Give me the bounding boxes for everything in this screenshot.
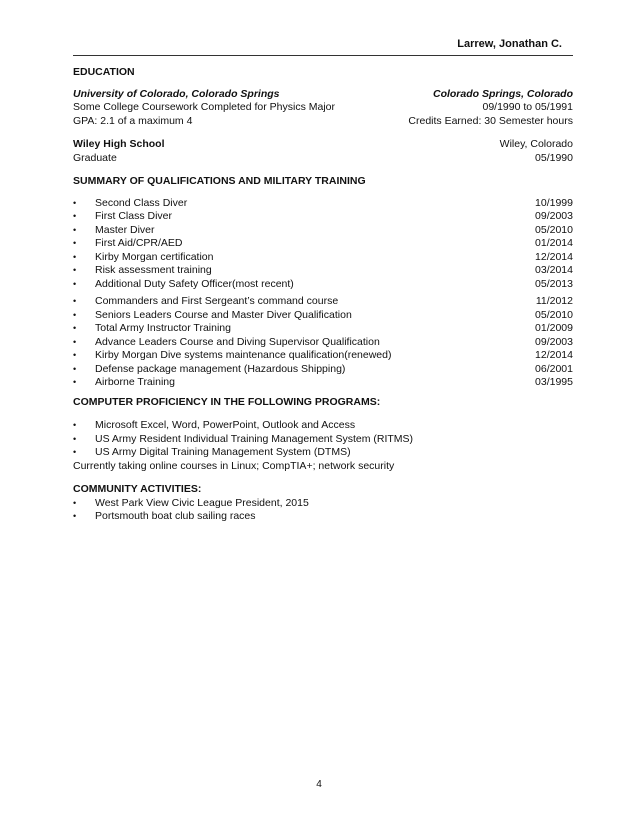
bullet-icon: • bbox=[73, 265, 77, 275]
list-item bbox=[73, 224, 573, 238]
list-item bbox=[73, 446, 573, 460]
university-detail: Some College Coursework Completed for Physics Major bbox=[73, 101, 336, 113]
education-heading: EDUCATION bbox=[73, 66, 135, 78]
bullet-icon: • bbox=[73, 238, 77, 248]
community-heading: COMMUNITY ACTIVITIES: bbox=[73, 483, 202, 495]
list-item bbox=[73, 251, 573, 265]
list-item bbox=[73, 363, 573, 377]
bullet-icon: • bbox=[73, 420, 77, 430]
qualifications-heading: SUMMARY OF QUALIFICATIONS AND MILITARY TRAINING bbox=[73, 175, 366, 187]
highschool-detail-row bbox=[73, 152, 573, 166]
bullet-icon: • bbox=[73, 350, 77, 360]
list-item-date: 12/2014 bbox=[535, 349, 573, 361]
computer-heading: COMPUTER PROFICIENCY IN THE FOLLOWING PROGRAMS: bbox=[73, 395, 381, 408]
university-detail-row bbox=[73, 101, 573, 115]
bullet-icon: • bbox=[73, 377, 77, 387]
list-item-date: 03/2014 bbox=[535, 264, 573, 276]
list-item-label: Risk assessment training bbox=[95, 264, 212, 276]
list-item bbox=[73, 210, 573, 224]
list-item bbox=[73, 336, 573, 350]
list-item-date: 01/2014 bbox=[535, 237, 573, 249]
bullet-icon: • bbox=[73, 197, 77, 208]
list-item-label: Master Diver bbox=[95, 223, 155, 236]
bullet-icon: • bbox=[73, 433, 77, 444]
list-item bbox=[73, 309, 573, 323]
bullet-icon: • bbox=[73, 447, 77, 457]
list-item-label: Microsoft Excel, Word, PowerPoint, Outlook and Access bbox=[95, 419, 356, 431]
qualifications-list-1 bbox=[73, 197, 573, 292]
list-item bbox=[73, 197, 573, 211]
list-item bbox=[73, 322, 573, 336]
list-item-date: 05/2010 bbox=[535, 308, 573, 321]
computer-note: Currently taking online courses in Linux; CompTIA+; network security bbox=[73, 459, 395, 472]
list-item-date: 10/1999 bbox=[535, 196, 573, 209]
bullet-icon: • bbox=[73, 336, 77, 347]
computer-list bbox=[73, 419, 573, 460]
list-item-label: Defense package management (Hazardous Shipping) bbox=[95, 362, 346, 375]
bullet-icon: • bbox=[73, 511, 77, 521]
list-item-label: Kirby Morgan Dive systems maintenance qualification(renewed) bbox=[95, 349, 392, 361]
list-item-label: Advance Leaders Course and Diving Supervisor Qualification bbox=[95, 335, 380, 348]
list-item bbox=[73, 264, 573, 278]
resume-content bbox=[73, 66, 573, 524]
list-item-label: First Aid/CPR/AED bbox=[95, 237, 183, 249]
list-item-label: US Army Resident Individual Training Management System (RITMS) bbox=[95, 432, 414, 445]
list-item-label: US Army Digital Training Management System (DTMS) bbox=[95, 446, 351, 458]
university-location: Colorado Springs, Colorado bbox=[432, 87, 573, 100]
list-item bbox=[73, 295, 573, 309]
list-item-label: Airborne Training bbox=[95, 376, 175, 388]
university-name: University of Colorado, Colorado Springs bbox=[73, 87, 280, 100]
list-item-date: 12/2014 bbox=[535, 250, 573, 263]
bullet-icon: • bbox=[73, 497, 77, 508]
list-item-date: 03/1995 bbox=[535, 376, 573, 388]
list-item-date: 01/2009 bbox=[535, 322, 573, 334]
list-item-label: Total Army Instructor Training bbox=[95, 322, 231, 334]
list-item-label: Seniors Leaders Course and Master Diver Qualification bbox=[95, 308, 352, 321]
bullet-icon: • bbox=[73, 224, 77, 235]
highschool-date: 05/1990 bbox=[535, 151, 573, 164]
list-item-label: First Class Diver bbox=[95, 210, 173, 222]
list-item-label: Second Class Diver bbox=[95, 196, 188, 209]
list-item-date: 09/2003 bbox=[535, 335, 573, 348]
bullet-icon: • bbox=[73, 211, 77, 221]
university-gpa: GPA: 2.1 of a maximum 4 bbox=[73, 114, 193, 127]
list-item-label: Portsmouth boat club sailing races bbox=[95, 510, 256, 522]
list-item bbox=[73, 497, 573, 511]
list-item-label: Additional Duty Safety Officer(most recent) bbox=[95, 277, 294, 290]
university-dates: 09/1990 to 05/1991 bbox=[482, 101, 573, 113]
list-item-date: 05/2010 bbox=[535, 223, 573, 236]
list-item-date: 06/2001 bbox=[535, 362, 573, 375]
university-row bbox=[73, 88, 573, 102]
header-divider bbox=[73, 55, 573, 56]
bullet-icon: • bbox=[73, 309, 77, 320]
list-item bbox=[73, 349, 573, 363]
bullet-icon: • bbox=[73, 323, 77, 333]
list-item-label: West Park View Civic League President, 2015 bbox=[95, 496, 309, 509]
community-list bbox=[73, 497, 573, 524]
list-item bbox=[73, 278, 573, 292]
page-number: 4 bbox=[316, 779, 322, 790]
highschool-name: Wiley High School bbox=[73, 138, 165, 150]
qualifications-list-2 bbox=[73, 295, 573, 390]
list-item-label: Kirby Morgan certification bbox=[95, 250, 214, 263]
list-item bbox=[73, 376, 573, 390]
list-item bbox=[73, 237, 573, 251]
list-item-label: Commanders and First Sergeant’s command course bbox=[95, 295, 339, 307]
bullet-icon: • bbox=[73, 296, 77, 306]
university-gpa-row bbox=[73, 115, 573, 129]
list-item bbox=[73, 510, 573, 524]
bullet-icon: • bbox=[73, 363, 77, 374]
bullet-icon: • bbox=[73, 251, 77, 262]
list-item-date: 05/2013 bbox=[535, 277, 573, 290]
university-credits: Credits Earned: 30 Semester hours bbox=[408, 114, 573, 127]
header-name: Larrew, Jonathan C. bbox=[457, 38, 562, 50]
list-item-date: 09/2003 bbox=[535, 210, 573, 222]
bullet-icon: • bbox=[73, 278, 77, 289]
list-item-date: 11/2012 bbox=[535, 295, 573, 307]
highschool-row bbox=[73, 138, 573, 152]
list-item bbox=[73, 433, 573, 447]
list-item bbox=[73, 419, 573, 433]
highschool-detail: Graduate bbox=[73, 151, 117, 164]
highschool-location: Wiley, Colorado bbox=[499, 138, 573, 150]
